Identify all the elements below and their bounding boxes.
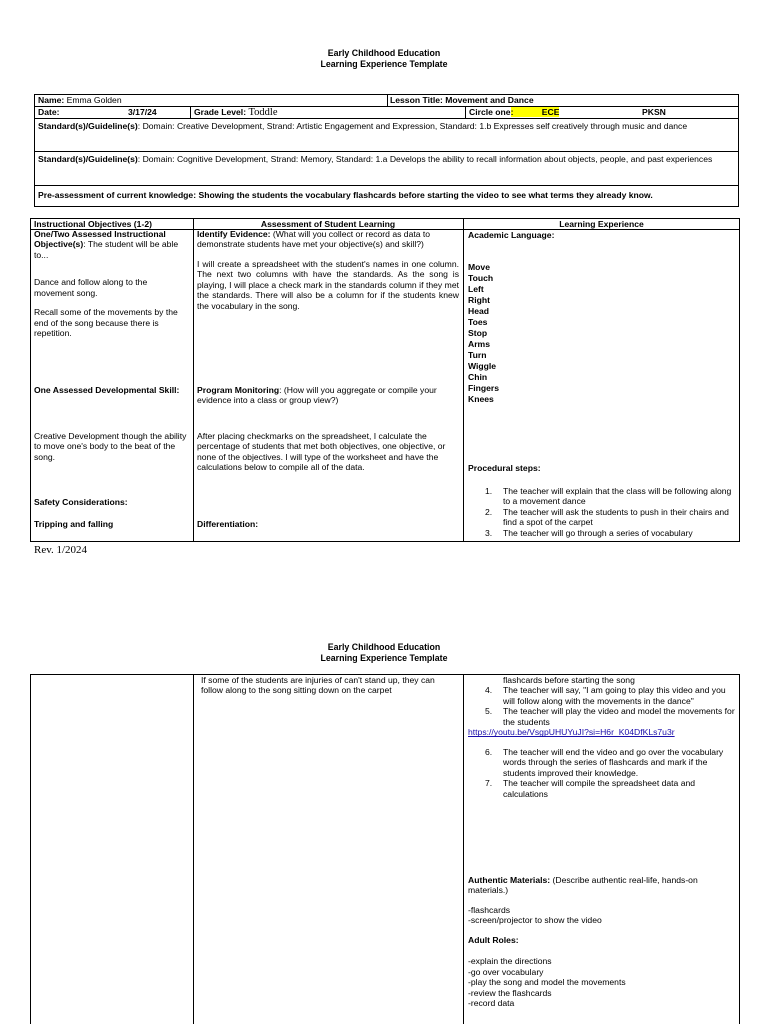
adult-role-item: -record data <box>468 998 515 1009</box>
circle-pksn: PKSN <box>642 107 666 117</box>
objective-2: Recall some of the movements by the end of the song because there is repetition. <box>34 307 178 339</box>
vocab-item: Arms <box>468 339 490 349</box>
vocab-item: Head <box>468 306 490 316</box>
standard-1: Standard(s)/Guideline(s): Domain: Creative Development, Strand: Artistic Engagement and Expression, Standard: 1.b Expresses self creatively through music and dance <box>38 121 688 131</box>
procedural-steps <box>468 486 736 541</box>
step-item: 3. The teacher will go through a series of vocabulary <box>485 527 693 538</box>
vocab-item: Wiggle <box>468 361 497 371</box>
step-item: 7. The teacher will compile the spreadsheet data and calculations <box>485 778 696 799</box>
dev-skill-text: Creative Development though the ability to move one's body to the beat of the song. <box>34 431 187 462</box>
program-monitoring: Program Monitoring: (How will you aggregate or compile your evidence into a class or group view?) <box>197 385 437 406</box>
name-field: Name: Emma Golden <box>38 95 122 105</box>
procedural-heading: Procedural steps: <box>468 463 541 473</box>
date-value: 3/17/24 <box>128 107 157 117</box>
differentiation-heading: Differentiation: <box>197 519 259 529</box>
pre-assessment: Pre-assessment of current knowledge: Showing the students the vocabulary flashcards before starting the video to see what terms they already know. <box>38 190 653 200</box>
step-item: 1. The teacher will explain that the class will be following along to a movement dance <box>485 486 732 507</box>
adult-role-item: -review the flashcards <box>468 987 552 998</box>
vocab-item: Right <box>468 295 490 305</box>
step-item: 4. The teacher will say, "I am going to play this video and you will follow along with the movements in the dance" <box>485 685 726 706</box>
adult-role-item: -explain the directions <box>468 956 552 967</box>
vocab-item: Turn <box>468 350 487 360</box>
adult-roles-heading: Adult Roles: <box>468 934 519 945</box>
program-monitoring-text: After placing checkmarks on the spreadsheet, I calculate the percentage of students that met both objectives, one objective, or none of the objectives. I will type of the worksheet and have the calculations below to compile all of the data. <box>197 431 446 473</box>
vocab-item: Left <box>468 284 484 294</box>
adult-role-item: -go over vocabulary <box>468 966 544 977</box>
vocab-list <box>468 262 499 405</box>
safety-heading: Safety Considerations: <box>34 497 128 507</box>
col-header-assessment: Assessment of Student Learning <box>260 219 396 229</box>
vocab-item: Stop <box>468 328 488 338</box>
grade-level-field: Grade Level: Toddle <box>194 107 278 118</box>
col-header-objectives: Instructional Objectives (1-2) <box>34 219 152 229</box>
objectives-column: One/Two Assessed Instructional Objective(s): The student will be able to... Dance and follow along to the movement song. Recall some of the movements by the end of the song because there is repetition. <box>34 229 189 339</box>
vocab-item: Knees <box>468 394 494 404</box>
circle-ece: ECE <box>541 107 560 117</box>
vocab-item: Fingers <box>468 383 500 393</box>
step-item: 6. The teacher will end the video and go over the vocabulary words through the series of flashcards and mark if the students improved their knowledge. <box>485 746 724 778</box>
video-link[interactable]: https://youtu.be/VsgpUHUYuJI?si=H6r_K04DfKLs7u3r <box>468 727 675 738</box>
vocab-item: Move <box>468 262 490 272</box>
step-item: 2. The teacher will ask the students to push in their chairs and find a spot of the carpet <box>485 506 729 528</box>
page1-subtitle: Learning Experience Template <box>320 59 448 69</box>
dev-skill-heading: One Assessed Developmental Skill: <box>34 385 180 395</box>
vocab-item: Touch <box>468 273 494 283</box>
academic-language-heading: Academic Language: <box>468 230 555 240</box>
vocab-item: Toes <box>468 317 488 327</box>
authentic-materials: Authentic Materials: (Describe authentic real-life, hands-on materials.) -flashcards -screen/projector to show the video Adult Roles: -explain the directions -go over vocabulary -play the song and model the movements -review the flashcards -record data <box>468 875 736 1009</box>
vocab-item: Chin <box>468 372 488 382</box>
material-item: -screen/projector to show the video <box>468 915 602 926</box>
revision-note: Rev. 1/2024 <box>34 544 88 556</box>
identify-evidence: Identify Evidence: (What will you collect or record as data to demonstrate students have met your objective(s) and skill?) I will create a spreadsheet with the student's names in one column. The next two columns with have the standards. As the song is playing, I will place a check mark in the standards column if they met the standards. There will also be a column for if the students knew the vocabulary in the song. <box>197 229 459 311</box>
procedural-steps-cont: flashcards before starting the song 4. The teacher will say, "I am going to play this video and you will follow along with the movements in the dance" 5. The teacher will play the video and model the movements for the students https://youtu.be/VsgpUHUYuJI?si=H6r_K04DfKLs7u3r 6. The teacher will end the video and go over the vocabulary words through the series of flashcards and mark if the students improved their knowledge. 7. The teacher will compile the spreadsheet data and calculations <box>468 675 735 799</box>
circle-one-field: Circle one: ECE <box>469 107 560 117</box>
adult-role-item: -play the song and model the movements <box>468 977 626 988</box>
standard-2: Standard(s)/Guideline(s): Domain: Cognitive Development, Strand: Memory, Standard: 1.a Develops the ability to recall information about objects, people, and past experiences <box>38 154 713 164</box>
page1-title: Early Childhood Education <box>327 48 441 58</box>
objective-1: Dance and follow along to the movement song. <box>34 277 148 298</box>
col-header-learning: Learning Experience <box>559 219 644 229</box>
page2-subtitle: Learning Experience Template <box>320 653 448 663</box>
lesson-title-field: Lesson Title: Movement and Dance <box>390 95 534 105</box>
date-label: Date: <box>38 107 60 117</box>
step-item: 5. The teacher will play the video and model the movements for the students <box>485 706 735 727</box>
page2-title: Early Childhood Education <box>327 642 441 652</box>
material-item: -flashcards <box>468 904 511 915</box>
safety-text: Tripping and falling <box>34 519 114 529</box>
differentiation-text: If some of the students are injuries of can't stand up, they can follow along to the song sitting down on the carpet <box>201 675 435 696</box>
